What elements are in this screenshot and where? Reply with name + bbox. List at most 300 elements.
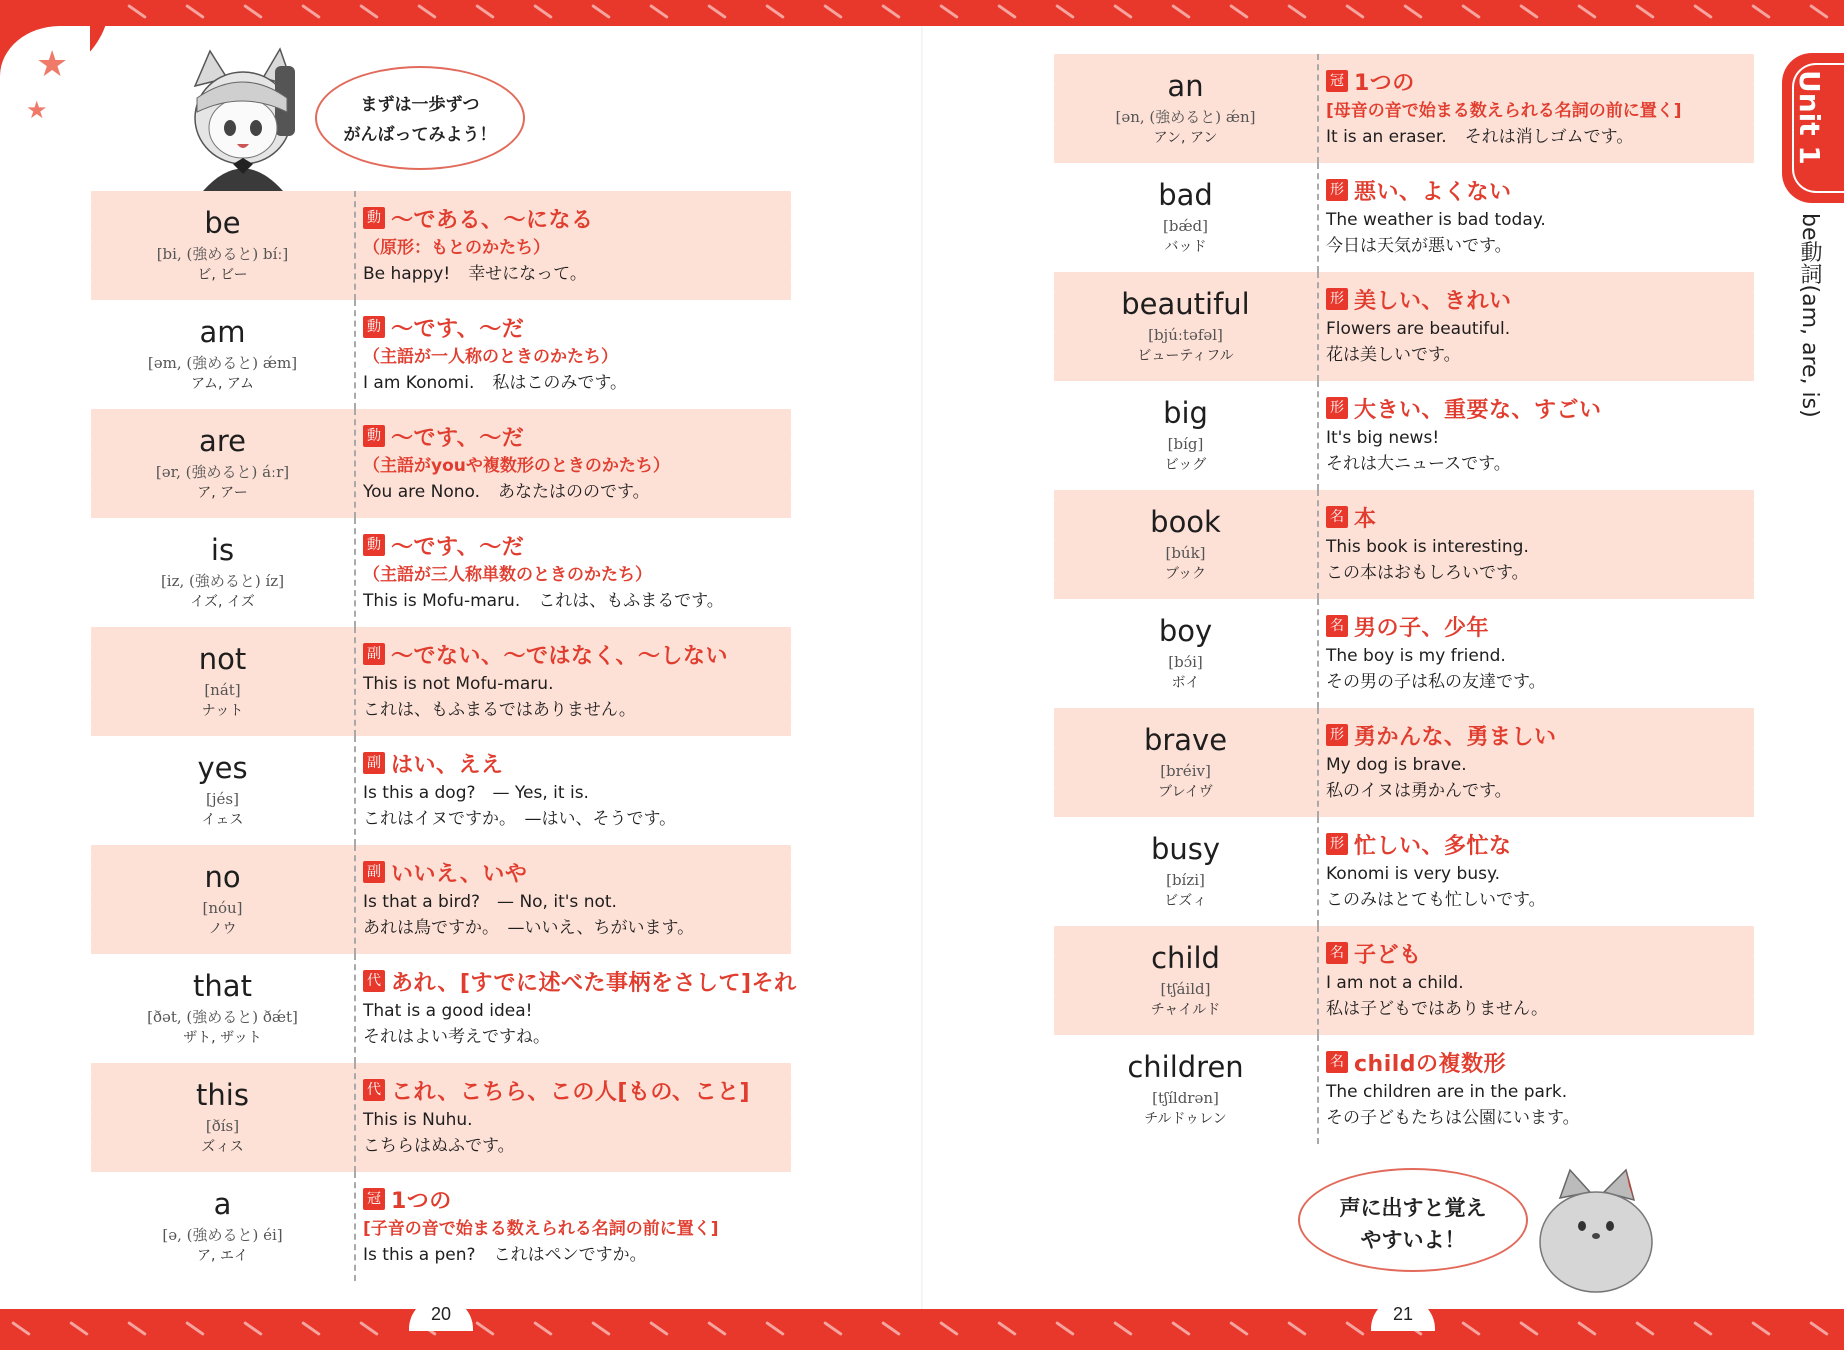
band-dash-decoration [1751,1321,1771,1336]
band-dash-decoration [1345,4,1365,19]
example-english: Be happy! [363,264,451,284]
band-dash-decoration [649,4,669,19]
bottom-band [0,1309,1844,1350]
headword: book [1150,505,1221,539]
vocab-row [91,300,791,409]
headword: beautiful [1121,287,1250,321]
part-of-speech-badge: 副 [363,643,385,665]
example-english: Flowers are beautiful. [1326,319,1511,339]
headword: am [199,315,246,349]
meaning-line [1326,1045,1754,1079]
headword: a [213,1187,232,1221]
word-meaning: 大きい、重要な、すごい [1354,397,1602,423]
meaning-line [363,201,791,235]
part-of-speech-badge: 形 [1326,833,1348,855]
example-sentence [1326,1079,1754,1105]
band-dash-decoration [1519,4,1539,19]
part-of-speech-badge: 副 [363,752,385,774]
headword: be [204,206,241,240]
word-meaning: ～です、～だ [391,425,525,451]
example-sentence [1326,752,1754,778]
vocab-row [91,191,791,300]
example-japanese: これはペンですか。 [493,1245,647,1265]
band-dash-decoration [1461,4,1481,19]
vocab-row [1054,599,1754,708]
example-sentence [363,889,791,915]
vocab-row [1054,490,1754,599]
example-sentence [1326,534,1754,560]
vocab-row [91,1063,791,1172]
vocab-row [91,627,791,736]
word-cell [91,954,356,1063]
pronunciation-kana: アム, アム [191,376,254,392]
word-meaning: 美しい、きれい [1354,288,1512,314]
part-of-speech-badge: 代 [363,970,385,992]
part-of-speech-badge: 動 [363,316,385,338]
example-japanese: これは、もふまるです。 [538,591,724,611]
pronunciation-ipa: [bɔ́i] [1168,653,1203,671]
example-sentence [363,261,791,287]
band-dash-decoration [881,4,901,19]
headword: busy [1150,832,1221,866]
pronunciation-kana: バッド [1164,239,1207,255]
example-english: The weather is bad today. [1326,210,1546,230]
headword: yes [197,751,248,785]
band-dash-decoration [1577,4,1597,19]
example-english: It's big news! [1326,428,1440,448]
usage-note: [子音の音で始まる数えられる名詞の前に置く] [363,1219,719,1239]
pronunciation-ipa: [ər, (強めると) áːr] [155,463,290,481]
band-dash-decoration [1693,1321,1713,1336]
example-translation: この本はおもしろいです。 [1326,563,1529,583]
usage-note: （主語が一人称のときのかたち） [363,347,618,367]
definition-cell [363,627,791,736]
band-dash-decoration [475,1321,495,1336]
pronunciation-ipa: [ðət, (強めると) ðǽt] [147,1008,298,1026]
definition-cell [363,1172,791,1281]
example-translation: それはよい考えですね。 [363,1027,550,1047]
band-dash-decoration [591,4,611,19]
usage-note: [母音の音で始まる数えられる名詞の前に置く] [1326,101,1682,121]
example-japanese: あなたはののです。 [498,482,650,502]
band-dash-decoration [1171,4,1191,19]
example-english: Is this a dog? — Yes, it is. [363,783,589,803]
vocab-row [91,736,791,845]
meaning-line [363,746,791,780]
band-dash-decoration [533,4,553,19]
band-dash-decoration [1751,4,1771,19]
definition-cell [1326,926,1754,1035]
meaning-line [1326,827,1754,861]
band-dash-decoration [69,1321,89,1336]
example-translation: その子どもたちは公園にいます。 [1326,1108,1580,1128]
pronunciation-kana: ズィス [201,1139,244,1155]
headword: no [204,860,241,894]
example-english: Is this a pen? [363,1245,476,1265]
example-sentence [363,780,791,806]
word-meaning: あれ、[すでに述べた事柄をさして]それ [391,970,797,996]
pronunciation-kana: アン, アン [1153,130,1218,146]
pronunciation-kana: ビ, ビー [197,267,248,283]
page-number-left: 20 [409,1297,473,1331]
example-sentence [1326,970,1754,996]
band-dash-decoration [1809,4,1829,19]
band-dash-decoration [1055,4,1075,19]
word-cell [91,736,356,845]
example-translation: 花は美しいです。 [1326,345,1461,365]
example-sentence [363,1107,791,1133]
word-cell [91,1063,356,1172]
example-sentence [363,588,791,614]
band-dash-decoration [707,1321,727,1336]
pronunciation-kana: イェス [201,812,244,828]
example-translation: 今日は天気が悪いです。 [1326,236,1512,256]
pronunciation-ipa: [bjúːtəfəl] [1148,326,1223,344]
headword: bad [1158,178,1213,212]
headword: not [198,642,247,676]
word-cell [1054,817,1319,926]
vocab-row [1054,163,1754,272]
word-meaning: 忙しい、多忙な [1354,833,1512,859]
word-meaning: ～です、～だ [391,316,525,342]
definition-cell [1326,708,1754,817]
part-of-speech-badge: 動 [363,425,385,447]
example-english: This is not Mofu-maru. [363,674,554,694]
meaning-line [363,419,791,453]
vocab-row [1054,381,1754,490]
word-cell [1054,163,1319,272]
definition-cell [363,845,791,954]
fox-character-illustration [1530,1168,1660,1296]
word-cell [91,518,356,627]
meaning-line [363,637,791,671]
pronunciation-ipa: [bi, (強めると) bíː] [156,245,289,263]
word-cell [91,191,356,300]
headword: big [1163,396,1208,430]
band-dash-decoration [1693,4,1713,19]
example-english: You are Nono. [363,482,480,502]
pronunciation-ipa: [bréiv] [1160,762,1211,780]
headword: child [1151,941,1220,975]
part-of-speech-badge: 冠 [363,1188,385,1210]
pronunciation-kana: ア, エイ [197,1248,248,1264]
band-dash-decoration [127,4,147,19]
meaning-line [363,310,791,344]
example-english: My dog is brave. [1326,755,1467,775]
part-of-speech-badge: 形 [1326,179,1348,201]
example-sentence [363,479,791,505]
band-dash-decoration [1461,1321,1481,1336]
vocab-table-left [91,191,797,1281]
meaning-line [1326,64,1754,98]
meaning-line [363,964,797,998]
meaning-line [363,1073,791,1107]
band-dash-decoration [359,1321,379,1336]
meaning-line [363,1182,791,1216]
band-dash-decoration [1229,1321,1249,1336]
band-dash-decoration [1113,1321,1133,1336]
part-of-speech-badge: 名 [1326,1051,1348,1073]
example-english: That is a good idea! [363,1001,533,1021]
example-japanese: 私はこのみです。 [492,373,628,393]
example-english: This book is interesting. [1326,537,1529,557]
example-english: I am not a child. [1326,973,1464,993]
part-of-speech-badge: 形 [1326,724,1348,746]
band-dash-decoration [591,1321,611,1336]
definition-cell [363,191,791,300]
band-dash-decoration [127,1321,147,1336]
band-dash-decoration [359,4,379,19]
band-dash-decoration [185,1321,205,1336]
star-icon: ★ [36,44,69,85]
example-translation: 私のイヌは勇かんです。 [1326,781,1512,801]
pronunciation-kana: ノウ [208,921,237,937]
band-dash-decoration [475,4,495,19]
vocab-row [1054,708,1754,817]
pronunciation-kana: ビューティフル [1137,348,1234,364]
vocab-row [1054,1035,1754,1144]
meaning-line [1326,936,1754,970]
headword: that [193,969,252,1003]
vocab-row [91,845,791,954]
pronunciation-kana: チルドゥレン [1144,1111,1227,1127]
definition-cell [363,954,797,1063]
example-english: I am Konomi. [363,373,475,393]
part-of-speech-badge: 形 [1326,288,1348,310]
unit-subtitle: be動詞(am, are, is) [1797,213,1822,418]
pronunciation-ipa: [nóu] [202,899,243,917]
example-translation: これはイヌですか。 —はい、そうです。 [363,809,677,829]
pronunciation-ipa: [ðís] [205,1117,240,1135]
pronunciation-ipa: [jés] [206,790,239,808]
band-dash-decoration [765,4,785,19]
band-dash-decoration [301,1321,321,1336]
meaning-line [1326,282,1754,316]
vocab-row [91,409,791,518]
definition-cell [363,1063,791,1172]
band-dash-decoration [823,1321,843,1336]
band-dash-decoration [1577,1321,1597,1336]
example-english: This is Nuhu. [363,1110,473,1130]
definition-cell [1326,490,1754,599]
word-cell [1054,54,1319,163]
band-dash-decoration [1635,1321,1655,1336]
usage-note: （原形：もとのかたち） [363,238,550,258]
pronunciation-kana: ナット [201,703,244,719]
word-meaning: childの複数形 [1354,1051,1507,1077]
band-dash-decoration [1287,1321,1307,1336]
headword: an [1167,69,1204,103]
speech-bubble-bottom [1298,1168,1528,1272]
band-dash-decoration [1229,4,1249,19]
vocab-row [1054,54,1754,163]
definition-cell [1326,599,1754,708]
word-meaning: 1つの [391,1188,452,1214]
pronunciation-ipa: [ən, (強めると) ǽn] [1115,108,1256,126]
part-of-speech-badge: 名 [1326,942,1348,964]
usage-note: （主語が三人称単数のときのかたち） [363,565,652,585]
band-dash-decoration [1345,1321,1365,1336]
example-sentence [1326,124,1754,150]
word-meaning: ～である、～になる [391,207,594,233]
example-sentence [1326,425,1754,451]
band-dash-decoration [997,1321,1017,1336]
word-cell [91,845,356,954]
example-sentence [363,998,791,1024]
band-dash-decoration [1809,1321,1829,1336]
pronunciation-kana: イズ, イズ [190,594,255,610]
word-meaning: いいえ、いや [391,861,528,887]
band-dash-decoration [997,4,1017,19]
definition-cell [1326,54,1754,163]
definition-cell [1326,381,1754,490]
band-dash-decoration [765,1321,785,1336]
band-dash-decoration [939,1321,959,1336]
top-band [0,0,1844,26]
girl-character-illustration [175,46,310,191]
word-meaning: はい、ええ [391,752,504,778]
example-japanese: 幸せになって。 [468,264,587,284]
pronunciation-ipa: [tʃáild] [1160,980,1211,998]
example-sentence [1326,207,1754,233]
definition-cell [363,300,791,409]
definition-cell [363,736,791,845]
definition-cell [1326,272,1754,381]
headword: is [210,533,235,567]
word-meaning: 1つの [1354,70,1415,96]
word-meaning: 悪い、よくない [1354,179,1512,205]
pronunciation-ipa: [bǽd] [1162,217,1208,235]
band-dash-decoration [649,1321,669,1336]
word-cell [1054,599,1319,708]
band-dash-decoration [1519,1321,1539,1336]
meaning-line [1326,500,1754,534]
pronunciation-kana: ボイ [1171,675,1200,691]
word-cell [91,1172,356,1281]
unit-label: Unit 1 [1793,70,1826,165]
band-dash-decoration [243,1321,263,1336]
pronunciation-kana: ア, アー [197,485,248,501]
pronunciation-kana: ブレイヴ [1158,784,1213,800]
example-japanese: それは消しゴムです。 [1464,127,1634,147]
meaning-line [1326,718,1754,752]
vocab-row [1054,926,1754,1035]
headword: are [199,424,246,458]
part-of-speech-badge: 動 [363,534,385,556]
band-dash-decoration [1635,4,1655,19]
example-english: The boy is my friend. [1326,646,1506,666]
pronunciation-kana: ビズィ [1164,893,1207,909]
example-english: Konomi is very busy. [1326,864,1500,884]
word-meaning: ～です、～だ [391,534,525,560]
example-sentence [1326,643,1754,669]
vocab-row [91,1172,791,1281]
vocab-row [91,518,791,627]
usage-note: （主語がyouや複数形のときのかたち） [363,456,670,476]
vocab-row [91,954,797,1063]
example-translation: その男の子は私の友達です。 [1326,672,1546,692]
meaning-line [1326,391,1754,425]
word-meaning: 勇かんな、勇ましい [1354,724,1557,750]
example-english: It is an eraser. [1326,127,1447,147]
word-cell [1054,1035,1319,1144]
vocab-table-right [1054,54,1754,1144]
pronunciation-kana: ブック [1164,566,1207,582]
example-english: This is Mofu-maru. [363,591,521,611]
band-dash-decoration [1171,1321,1191,1336]
pronunciation-ipa: [ə, (強めると) éi] [162,1226,283,1244]
meaning-line [1326,609,1754,643]
band-dash-decoration [823,4,843,19]
part-of-speech-badge: 形 [1326,397,1348,419]
word-cell [91,627,356,736]
band-dash-decoration [301,4,321,19]
part-of-speech-badge: 副 [363,861,385,883]
part-of-speech-badge: 冠 [1326,70,1348,92]
pronunciation-ipa: [búk] [1165,544,1206,562]
word-meaning: ～でない、～ではなく、～しない [391,643,729,669]
band-dash-decoration [1055,1321,1075,1336]
band-dash-decoration [1287,4,1307,19]
definition-cell [363,409,791,518]
pronunciation-ipa: [nát] [204,681,241,699]
band-dash-decoration [533,1321,553,1336]
word-cell [1054,708,1319,817]
example-sentence [363,671,791,697]
headword: brave [1143,723,1228,757]
word-cell [91,409,356,518]
meaning-line [363,528,791,562]
band-dash-decoration [881,1321,901,1336]
bubble-line-2: がんばってみよう！ [343,125,497,145]
pronunciation-ipa: [bízi] [1166,871,1205,889]
bubble-line-2: やすいよ！ [1360,1228,1466,1252]
part-of-speech-badge: 動 [363,207,385,229]
pronunciation-ipa: [tʃíldrən] [1152,1089,1219,1107]
vocab-row [1054,817,1754,926]
word-cell [1054,490,1319,599]
part-of-speech-badge: 名 [1326,506,1348,528]
page-number-right: 21 [1371,1297,1435,1331]
part-of-speech-badge: 名 [1326,615,1348,637]
pronunciation-kana: ザト, ザット [183,1030,262,1046]
headword: children [1127,1050,1244,1084]
example-translation: このみはとても忙しいです。 [1326,890,1546,910]
band-dash-decoration [1113,4,1133,19]
page-gutter [921,26,923,1309]
example-translation: あれは鳥ですか。 —いいえ、ちがいます。 [363,918,695,938]
pronunciation-ipa: [iz, (強めると) íz] [160,572,285,590]
headword: boy [1158,614,1213,648]
pronunciation-kana: ビッグ [1164,457,1207,473]
pronunciation-ipa: [bíg] [1167,435,1204,453]
example-sentence [1326,316,1754,342]
band-dash-decoration [1403,4,1423,19]
band-dash-decoration [939,4,959,19]
headword: this [196,1078,249,1112]
example-sentence [363,370,791,396]
bubble-line-1: まずは一歩ずつ [360,95,480,115]
example-sentence [363,1242,791,1268]
meaning-line [363,855,791,889]
star-icon: ★ [26,96,48,124]
example-english: The children are in the park. [1326,1082,1568,1102]
band-dash-decoration [417,4,437,19]
word-meaning: 男の子、少年 [1354,615,1490,641]
band-dash-decoration [243,4,263,19]
band-dash-decoration [185,4,205,19]
definition-cell [1326,817,1754,926]
